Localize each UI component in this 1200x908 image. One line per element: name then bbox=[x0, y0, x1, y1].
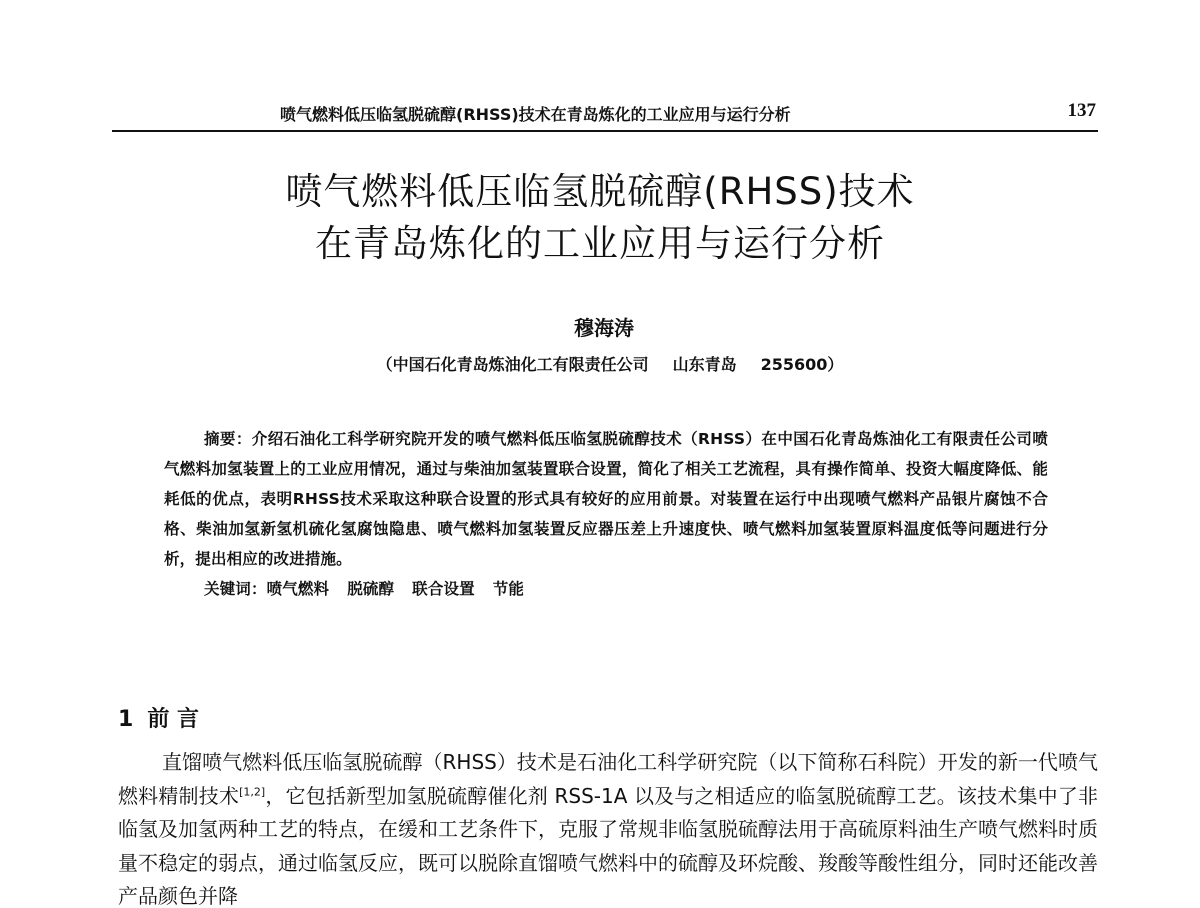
keyword: 脱硫醇 bbox=[347, 580, 395, 598]
keywords-label: 关键词： bbox=[204, 580, 267, 598]
author-name: 穆海涛 bbox=[574, 316, 634, 340]
paragraph-part-1: 直馏喷气燃料低压临氢脱硫醇（RHSS）技术是石油化工科学研究院（以下简称石科院）开发的新一代喷气燃料精制技术 bbox=[118, 750, 1098, 808]
abstract bbox=[164, 424, 1048, 604]
keyword: 节能 bbox=[492, 580, 525, 598]
body-text bbox=[118, 746, 1098, 908]
affiliation-postcode: 255600 bbox=[760, 355, 828, 374]
body-paragraph bbox=[118, 746, 1098, 908]
running-header bbox=[112, 96, 1098, 132]
abstract-text: 摘要：介绍石油化工科学研究院开发的喷气燃料低压临氢脱硫醇技术（RHSS）在中国石化青岛炼油化工有限责任公司喷气燃料加氢装置上的工业应用情况，通过与柴油加氢装置联合设置，简化了相关工艺流程，具有操作简单、投资大幅度降低、能耗低的优点，表明RHSS技术采取这种联合设置的形式具有较好的应用前景。对装置在运行中出现喷气燃料产品银片腐蚀不合格、柴油加氢新氢机硫化氢腐蚀隐患、喷气燃料加氢装置反应器压差上升速度快、喷气燃料加氢装置原料温度低等问题进行分析，提出相应的改进措施。 bbox=[164, 430, 1048, 568]
section-title: 前 言 bbox=[147, 707, 199, 732]
title-line-2: 在青岛炼化的工业应用与运行分析 bbox=[315, 222, 885, 265]
affiliation-open-paren: （ bbox=[376, 355, 393, 374]
section-heading bbox=[118, 702, 199, 733]
affiliation-close-paren: ） bbox=[827, 355, 844, 374]
paper-title bbox=[0, 166, 1200, 270]
keywords bbox=[164, 574, 1048, 604]
author-affiliation bbox=[0, 352, 1200, 375]
keyword: 联合设置 bbox=[412, 580, 475, 598]
affiliation-company: 中国石化青岛炼油化工有限责任公司 bbox=[392, 355, 649, 374]
title-line-1: 喷气燃料低压临氢脱硫醇(RHSS)技术 bbox=[285, 170, 915, 213]
section-number: 1 bbox=[118, 707, 134, 732]
running-title: 喷气燃料低压临氢脱硫醇(RHSS)技术在青岛炼化的工业应用与运行分析 bbox=[280, 105, 791, 124]
citation-superscript: [1,2] bbox=[239, 784, 266, 798]
keyword: 喷气燃料 bbox=[266, 580, 330, 598]
page-number: 137 bbox=[1067, 100, 1096, 121]
paragraph-part-2: ，它包括新型加氢脱硫醇催化剂 RSS-1A 以及与之相适应的临氢脱硫醇工艺。该技术集中了非临氢及加氢两种工艺的特点，在缓和工艺条件下，克服了常规非临氢脱硫醇法用于高硫原料油生产喷气燃料时质量不稳定的弱点，通过临氢反应，既可以脱除直馏喷气燃料中的硫醇及环烷酸、羧酸等酸性组分，同时还能改善产品颜色并降 bbox=[118, 783, 1099, 908]
affiliation-city: 山东青岛 bbox=[672, 355, 737, 374]
